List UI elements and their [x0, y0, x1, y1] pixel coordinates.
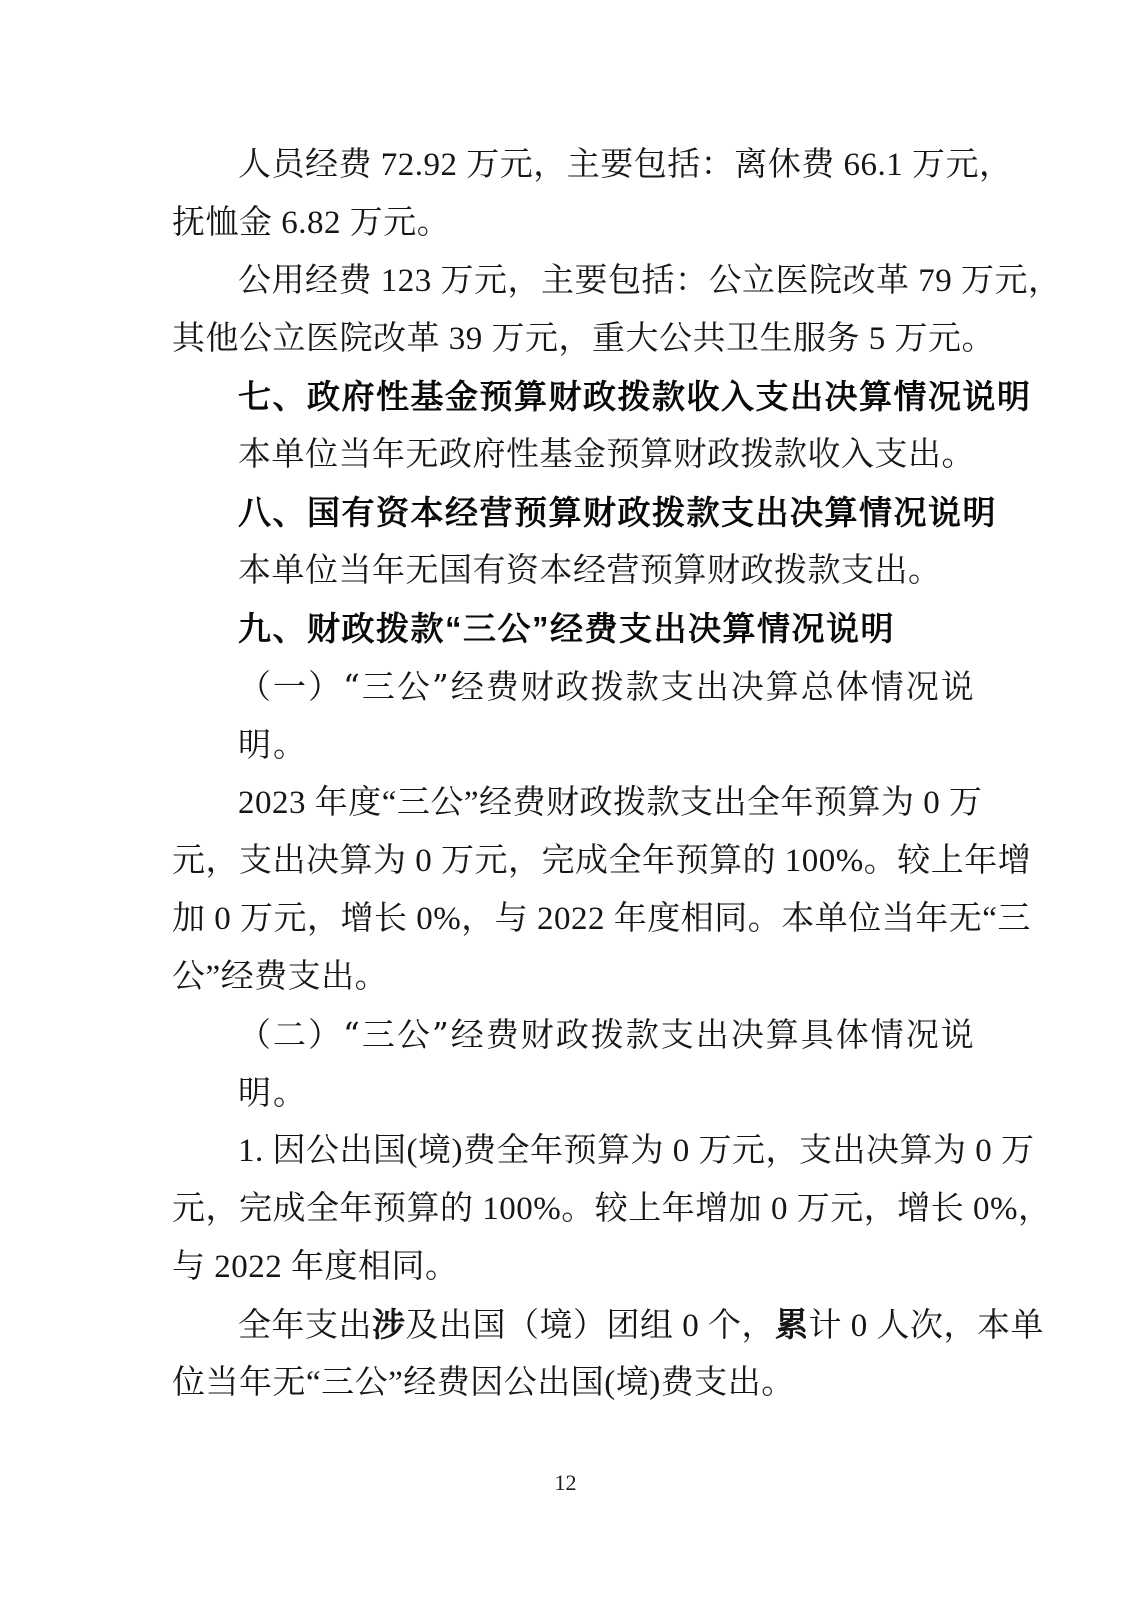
paragraph-line: 2023 年度“三公”经费财政拨款支出全年预算为 0 万 [238, 785, 983, 821]
paragraph-line: 人员经费 72.92 万元，主要包括：离休费 66.1 万元， [238, 147, 1013, 183]
paragraph-line: 其他公立医院改革 39 万元，重大公共卫生服务 5 万元。 [172, 321, 995, 357]
paragraph-line: 本单位当年无政府性基金预算财政拨款收入支出。 [238, 437, 975, 473]
subsection-heading-1-line: （一）“三公”经费财政拨款支出决算总体情况说 [238, 667, 976, 706]
section-heading-8: 八、国有资本经营预算财政拨款支出决算情况说明 [238, 494, 997, 531]
section-heading-7: 七、政府性基金预算财政拨款收入支出决算情况说明 [238, 378, 1032, 415]
paragraph-line: 加 0 万元，增长 0%，与 2022 年度相同。本单位当年无“三 [172, 901, 1031, 937]
paragraph-line: 元，完成全年预算的 100%。较上年增加 0 万元，增长 0%， [172, 1191, 1052, 1227]
paragraph-text-segment-bold: 累 [775, 1306, 809, 1343]
subsection-heading-1-line: 明。 [238, 725, 308, 764]
paragraph-line: 抚恤金 6.82 万元。 [172, 205, 451, 241]
paragraph-line [172, 1296, 1044, 1354]
paragraph-line: 元，支出决算为 0 万元，完成全年预算的 100%。较上年增 [172, 843, 1032, 879]
paragraph-text-segment-bold: 涉 [372, 1306, 406, 1343]
paragraph-line: 公”经费支出。 [172, 959, 389, 995]
paragraph-text-segment: 计 0 人次，本单 [808, 1308, 1044, 1344]
subsection-heading-2-line: 明。 [238, 1073, 308, 1112]
document-body [172, 136, 1062, 1412]
paragraph-text-segment: 及出国（境）团组 0 个， [405, 1308, 775, 1344]
subsection-heading-2-line: （二）“三公”经费财政拨款支出决算具体情况说 [238, 1015, 976, 1054]
paragraph-text-segment: 全年支出 [238, 1308, 372, 1344]
paragraph-line: 本单位当年无国有资本经营预算财政拨款支出。 [238, 553, 942, 589]
paragraph-line: 公用经费 123 万元，主要包括：公立医院改革 79 万元， [238, 263, 1062, 299]
section-heading-9: 九、财政拨款“三公”经费支出决算情况说明 [238, 610, 895, 647]
paragraph-line: 位当年无“三公”经费因公出国(境)费支出。 [172, 1365, 795, 1401]
paragraph-line: 与 2022 年度相同。 [172, 1249, 459, 1285]
paragraph-line: 1. 因公出国(境)费全年预算为 0 万元，支出决算为 0 万 [238, 1133, 1035, 1169]
page-number: 12 [554, 1470, 577, 1495]
